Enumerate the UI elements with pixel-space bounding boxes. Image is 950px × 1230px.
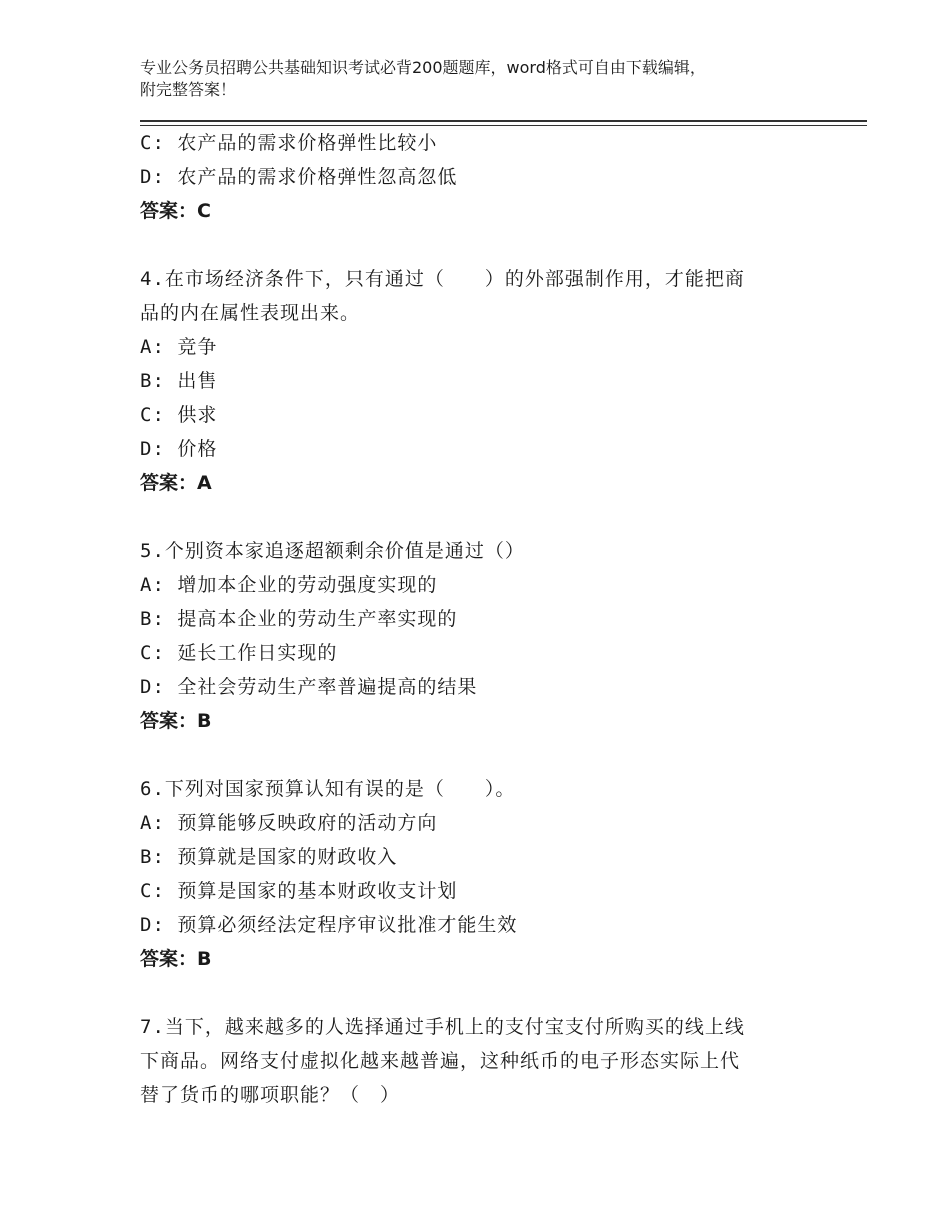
spacer bbox=[140, 228, 820, 262]
question-content bbox=[140, 126, 820, 1112]
option-b: B: 预算就是国家的财政收入 bbox=[140, 846, 398, 868]
header-line-2: 附完整答案！ bbox=[140, 80, 237, 99]
option-d: D: 全社会劳动生产率普遍提高的结果 bbox=[140, 676, 478, 698]
question-stem-line: 6.下列对国家预算认知有误的是（ ）。 bbox=[140, 778, 516, 800]
answer-label: 答案：C bbox=[140, 200, 211, 222]
option-c: C: 农产品的需求价格弹性比较小 bbox=[140, 132, 438, 154]
header-rule-thick bbox=[140, 120, 867, 122]
option-c: C: 预算是国家的基本财政收支计划 bbox=[140, 880, 458, 902]
spacer bbox=[140, 738, 820, 772]
question-block-3-continued bbox=[140, 126, 820, 228]
option-d: D: 农产品的需求价格弹性忽高忽低 bbox=[140, 166, 458, 188]
question-block-7 bbox=[140, 1010, 820, 1112]
question-stem-line: 替了货币的哪项职能？（ ） bbox=[140, 1084, 401, 1106]
spacer bbox=[140, 500, 820, 534]
header-line-1: 专业公务员招聘公共基础知识考试必背200题题库，word格式可自由下载编辑， bbox=[140, 58, 706, 77]
question-stem-line: 5.个别资本家追逐超额剩余价值是通过（） bbox=[140, 540, 525, 562]
answer-label: 答案：B bbox=[140, 710, 212, 732]
page-header bbox=[140, 57, 830, 101]
option-c: C: 供求 bbox=[140, 404, 218, 426]
question-stem-line: 品的内在属性表现出来。 bbox=[140, 302, 361, 324]
question-block-5 bbox=[140, 534, 820, 738]
option-d: D: 预算必须经法定程序审议批准才能生效 bbox=[140, 914, 518, 936]
option-b: B: 提高本企业的劳动生产率实现的 bbox=[140, 608, 458, 630]
question-block-4 bbox=[140, 262, 820, 500]
answer-label: 答案：A bbox=[140, 472, 212, 494]
question-stem-line: 7.当下，越来越多的人选择通过手机上的支付宝支付所购买的线上线 bbox=[140, 1016, 745, 1038]
option-b: B: 出售 bbox=[140, 370, 218, 392]
question-block-6 bbox=[140, 772, 820, 976]
question-stem-line: 下商品。网络支付虚拟化越来越普遍，这种纸币的电子形态实际上代 bbox=[140, 1050, 741, 1072]
answer-label: 答案：B bbox=[140, 948, 212, 970]
option-d: D: 价格 bbox=[140, 438, 218, 460]
question-stem-line: 4.在市场经济条件下，只有通过（ ）的外部强制作用，才能把商 bbox=[140, 268, 745, 290]
option-a: A: 预算能够反映政府的活动方向 bbox=[140, 812, 438, 834]
spacer bbox=[140, 976, 820, 1010]
option-a: A: 增加本企业的劳动强度实现的 bbox=[140, 574, 438, 596]
option-c: C: 延长工作日实现的 bbox=[140, 642, 338, 664]
option-a: A: 竞争 bbox=[140, 336, 218, 358]
